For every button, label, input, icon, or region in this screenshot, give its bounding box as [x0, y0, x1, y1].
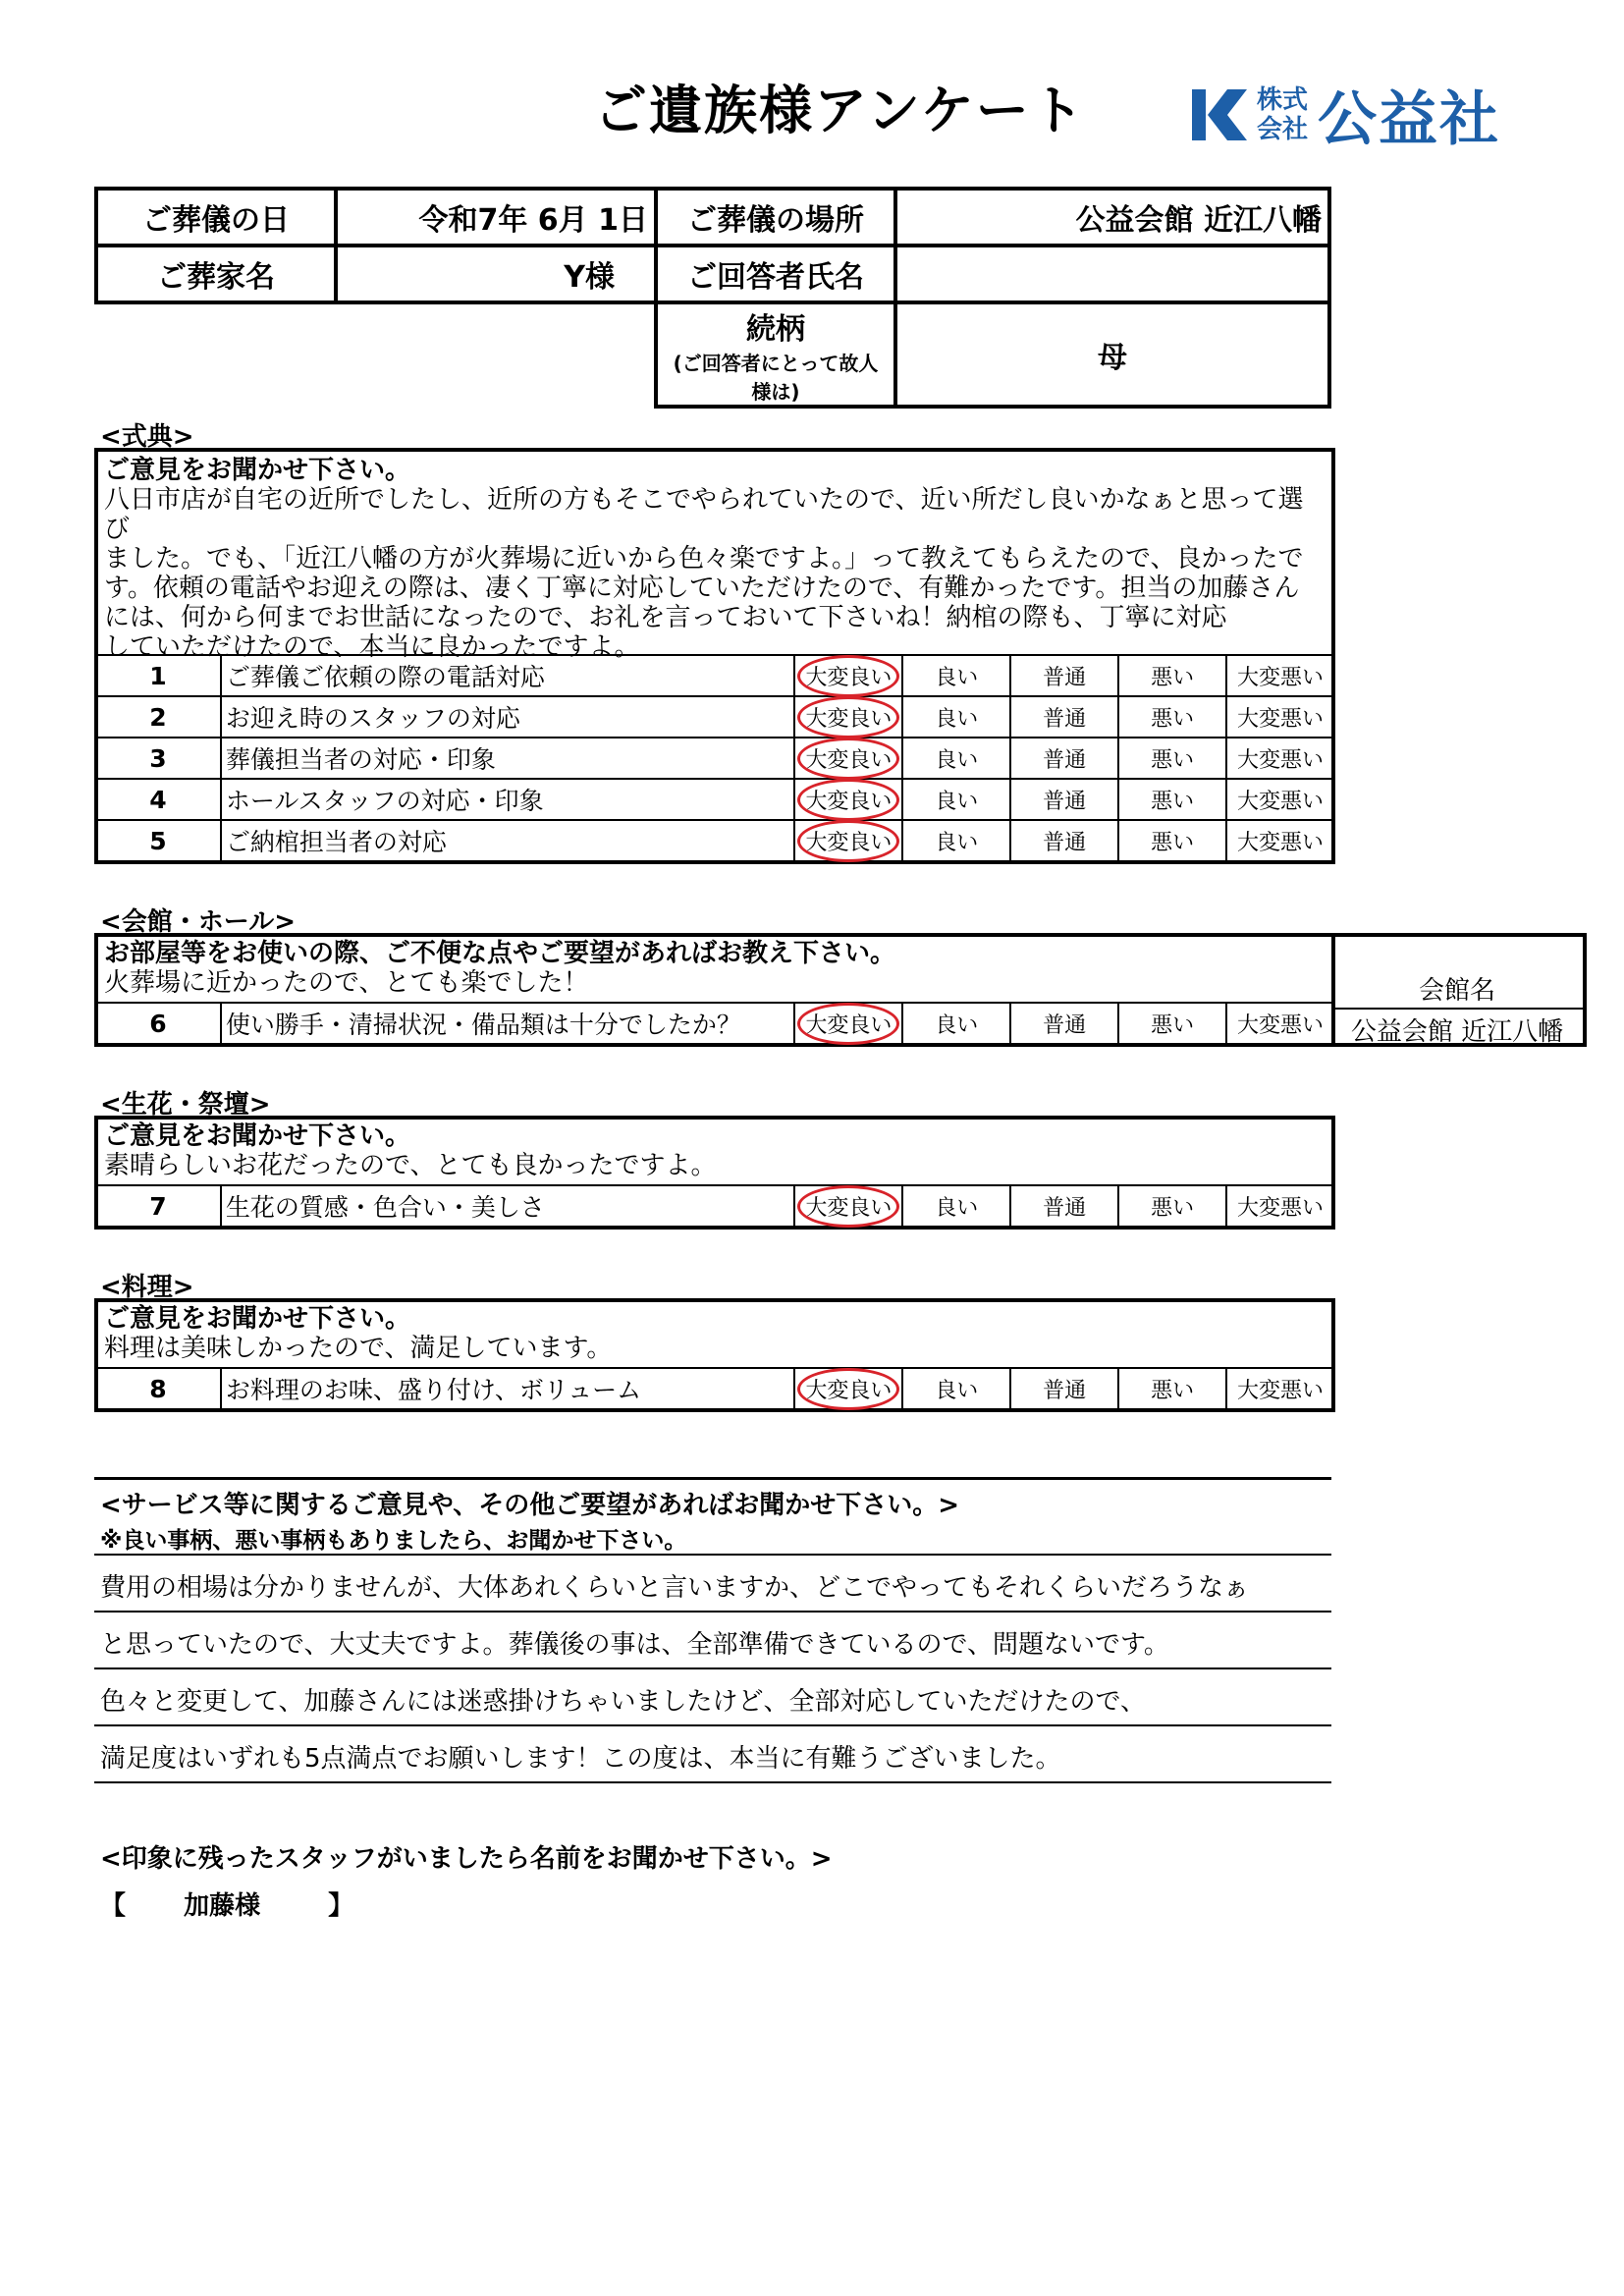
table-row: 1 ご葬儀ご依頼の際の電話対応 大変良い 良い 普通 悪い 大変悪い	[95, 655, 1334, 696]
staff-name-field: 【 加藤様 】	[100, 1891, 354, 1921]
hall-name-box	[1331, 933, 1587, 1047]
hall-question: お部屋等をお使いの際、ご不便な点やご要望があればお教え下さい。	[104, 939, 896, 968]
comments-rule	[94, 1611, 1331, 1613]
family-value: Y様	[336, 246, 656, 302]
rating-option[interactable]: 普通	[1010, 820, 1118, 861]
comments-rule	[94, 1554, 1331, 1556]
hall-name-value: 公益会館 近江八幡	[1331, 1008, 1583, 1048]
rating-option-selected[interactable]: 大変良い	[794, 779, 902, 820]
table-row: 7 生花の質感・色合い・美しさ 大変良い 良い 普通 悪い 大変悪い	[95, 1185, 1334, 1227]
rating-option[interactable]: 大変悪い	[1226, 1368, 1334, 1409]
ceremony-question: ご意見をお聞かせ下さい。	[104, 456, 411, 485]
rating-option[interactable]: 良い	[902, 820, 1010, 861]
rating-option-selected[interactable]: 大変良い	[794, 738, 902, 779]
flowers-rating-table	[94, 1184, 1335, 1228]
place-value: 公益会館 近江八幡	[895, 189, 1329, 246]
rating-option[interactable]: 悪い	[1118, 655, 1226, 696]
table-row: 3 葬儀担当者の対応・印象 大変良い 良い 普通 悪い 大変悪い	[95, 738, 1334, 779]
rating-option[interactable]: 普通	[1010, 696, 1118, 738]
rating-option[interactable]: 悪い	[1118, 1185, 1226, 1227]
comments-top-rule	[94, 1477, 1331, 1480]
rating-option[interactable]: 悪い	[1118, 696, 1226, 738]
comment-line: 満足度はいずれも5点満点でお願いします！この度は、本当に有難うございました。	[100, 1744, 1061, 1774]
food-answer: 料理は美味しかったので、満足しています。	[104, 1334, 613, 1363]
date-label: ご葬儀の日	[96, 189, 336, 246]
table-row: 6 使い勝手・清掃状況・備品類は十分でしたか？ 大変良い 良い 普通 悪い 大変悪い	[95, 1003, 1334, 1044]
flowers-heading: <生花・祭壇>	[100, 1090, 271, 1120]
table-row: 8 お料理のお味、盛り付け、ボリューム 大変良い 良い 普通 悪い 大変悪い	[95, 1368, 1334, 1409]
rating-option[interactable]: 普通	[1010, 655, 1118, 696]
ceremony-answer-line: す。依頼の電話やお迎えの際は、凄く丁寧に対応していただけたので、有難かったです。担当の加藤さん	[104, 574, 1300, 603]
comment-line: と思っていたので、大丈夫ですよ。葬儀後の事は、全部準備できているので、問題ないです。	[100, 1630, 1169, 1660]
flowers-answer: 素晴らしいお花だったので、とても良かったですよ。	[104, 1151, 717, 1180]
comments-rule	[94, 1667, 1331, 1669]
rating-option-selected[interactable]: 大変良い	[794, 820, 902, 861]
page-title: ご遺族様アンケート	[594, 80, 1086, 141]
table-row: 4 ホールスタッフの対応・印象 大変良い 良い 普通 悪い 大変悪い	[95, 779, 1334, 820]
rating-option-selected[interactable]: 大変良い	[794, 696, 902, 738]
rating-option-selected[interactable]: 大変良い	[794, 1003, 902, 1044]
food-heading: <料理>	[100, 1273, 194, 1302]
comments-rule	[94, 1781, 1331, 1783]
rating-option[interactable]: 良い	[902, 779, 1010, 820]
rating-option[interactable]: 普通	[1010, 779, 1118, 820]
rating-option[interactable]: 良い	[902, 1185, 1010, 1227]
rating-option[interactable]: 悪い	[1118, 738, 1226, 779]
rating-option[interactable]: 良い	[902, 738, 1010, 779]
rating-option[interactable]: 大変悪い	[1226, 696, 1334, 738]
staff-name: 加藤様	[184, 1891, 261, 1921]
hall-rating-table	[94, 1002, 1335, 1045]
rating-option[interactable]: 大変悪い	[1226, 1003, 1334, 1044]
rating-option[interactable]: 大変悪い	[1226, 820, 1334, 861]
comment-line: 費用の相場は分かりませんが、大体あれくらいと言いますか、どこでやってもそれくらいだろうなぁ	[100, 1573, 1250, 1603]
respondent-label: ご回答者氏名	[656, 246, 895, 302]
rating-option[interactable]: 悪い	[1118, 779, 1226, 820]
rating-option[interactable]: 普通	[1010, 1185, 1118, 1227]
rating-option-selected[interactable]: 大変良い	[794, 655, 902, 696]
food-rating-table	[94, 1367, 1335, 1410]
rating-option[interactable]: 良い	[902, 1368, 1010, 1409]
ceremony-answer-line: ました。でも、「近江八幡の方が火葬場に近いから色々楽ですよ。」って教えてもらえたので、良かったで	[104, 544, 1304, 574]
rating-option[interactable]: 悪い	[1118, 820, 1226, 861]
respondent-value[interactable]	[895, 246, 1329, 302]
rating-option[interactable]: 大変悪い	[1226, 655, 1334, 696]
ceremony-heading: <式典>	[100, 422, 194, 452]
hall-name-label: 会館名	[1418, 976, 1495, 1006]
ceremony-answer-line: していただけたので、本当に良かったですよ。	[104, 632, 640, 662]
header-table	[94, 187, 1331, 409]
rating-option-selected[interactable]: 大変良い	[794, 1185, 902, 1227]
relation-label: 続柄 (ご回答者にとって故人様は)	[656, 302, 895, 407]
date-value: 令和7年 6月 1日	[336, 189, 656, 246]
comment-line: 色々と変更して、加藤さんには迷惑掛けちゃいましたけど、全部対応していただけたので、	[100, 1687, 1146, 1717]
rating-option[interactable]: 普通	[1010, 1368, 1118, 1409]
family-label: ご葬家名	[96, 246, 336, 302]
relation-value: 母	[895, 302, 1329, 407]
rating-option[interactable]: 普通	[1010, 1003, 1118, 1044]
hall-heading: <会館・ホール>	[100, 907, 297, 937]
food-question: ご意見をお聞かせ下さい。	[104, 1304, 411, 1334]
comments-sub: ※良い事柄、悪い事柄もありましたら、お聞かせ下さい。	[100, 1528, 687, 1554]
place-label: ご葬儀の場所	[656, 189, 895, 246]
rating-option[interactable]: 大変悪い	[1226, 738, 1334, 779]
rating-option[interactable]: 悪い	[1118, 1368, 1226, 1409]
staff-heading: <印象に残ったスタッフがいましたら名前をお聞かせ下さい。>	[100, 1844, 833, 1874]
hall-answer: 火葬場に近かったので、とても楽でした！	[104, 968, 589, 998]
rating-option[interactable]: 大変悪い	[1226, 1185, 1334, 1227]
company-logo	[1188, 81, 1501, 154]
rating-option[interactable]: 良い	[902, 1003, 1010, 1044]
rating-option[interactable]: 普通	[1010, 738, 1118, 779]
comments-heading: <サービス等に関するご意見や、その他ご要望があればお聞かせ下さい。>	[100, 1491, 960, 1520]
logo-small-text: 株式 会社	[1257, 85, 1309, 144]
ceremony-rating-table	[94, 654, 1335, 862]
rating-option[interactable]: 大変悪い	[1226, 779, 1334, 820]
table-row: 5 ご納棺担当者の対応 大変良い 良い 普通 悪い 大変悪い	[95, 820, 1334, 861]
logo-mark-icon	[1188, 83, 1251, 146]
ceremony-answer-line: 八日市店が自宅の近所でしたし、近所の方もそこでやられていたので、近い所だし良いかなぁと思って選び	[104, 485, 1304, 544]
rating-option[interactable]: 悪い	[1118, 1003, 1226, 1044]
rating-option-selected[interactable]: 大変良い	[794, 1368, 902, 1409]
rating-option[interactable]: 良い	[902, 655, 1010, 696]
flowers-question: ご意見をお聞かせ下さい。	[104, 1121, 411, 1151]
logo-name: 公益社	[1318, 85, 1501, 154]
ceremony-answer-line: には、何から何までお世話になったので、お礼を言っておいて下さいね！納棺の際も、丁寧に対応	[104, 603, 1227, 632]
rating-option[interactable]: 良い	[902, 696, 1010, 738]
table-row: 2 お迎え時のスタッフの対応 大変良い 良い 普通 悪い 大変悪い	[95, 696, 1334, 738]
comments-rule	[94, 1724, 1331, 1726]
